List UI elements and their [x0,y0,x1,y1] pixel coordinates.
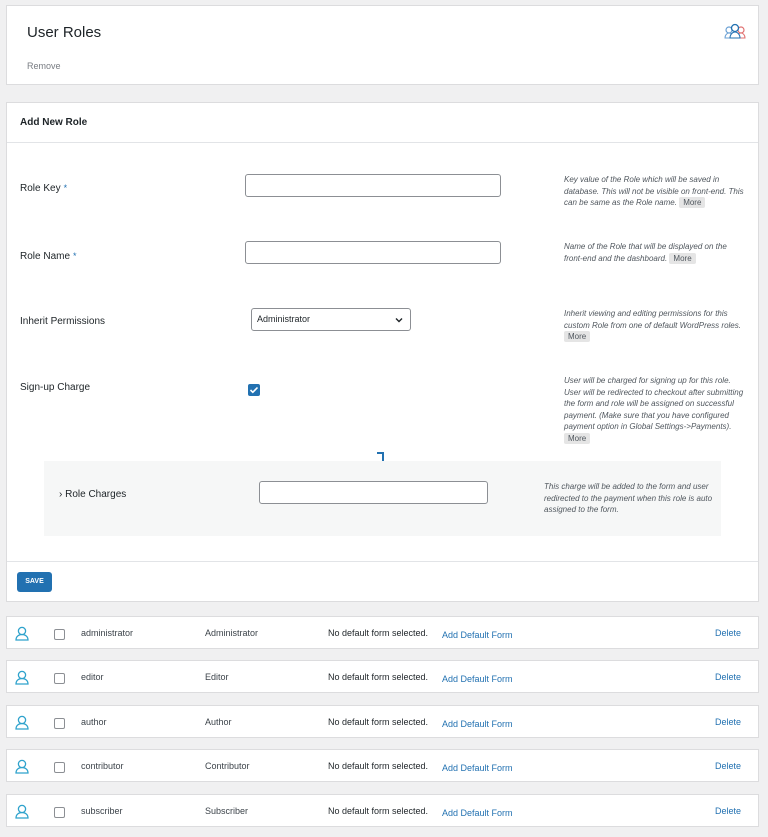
table-row [6,616,759,649]
add-default-form-link[interactable]: Add Default Form [442,674,513,684]
default-form-status: No default form selected. [328,806,429,816]
more-button[interactable]: More [564,331,590,342]
role-name: Author [205,717,232,727]
role-key-help: Key value of the Role which will be saved in database. This will not be visible on front-end. This can be same as the Role name. More [564,175,744,207]
add-default-form-link[interactable]: Add Default Form [442,763,513,773]
default-form-status: No default form selected. [328,761,429,771]
signup-charge-label: Sign-up Charge [20,382,91,393]
page-title: User Roles [27,24,102,41]
role-key: contributor [81,761,124,771]
role-key-input[interactable] [245,174,501,197]
user-icon [15,626,29,641]
row-checkbox[interactable] [54,762,65,773]
inherit-permissions-select[interactable] [251,308,411,331]
check-icon [249,385,259,395]
role-name: Contributor [205,761,250,771]
table-row [6,705,759,738]
delete-link[interactable]: Delete [715,717,742,727]
add-default-form-link[interactable]: Add Default Form [442,719,513,729]
default-form-status: No default form selected. [328,717,429,727]
delete-link[interactable]: Delete [715,761,742,771]
delete-link[interactable]: Delete [715,672,742,682]
role-charges-input[interactable] [259,481,488,504]
more-button[interactable]: More [564,433,590,444]
role-charges-label: › Role Charges [59,489,127,500]
user-icon [15,759,29,774]
role-name: Subscriber [205,806,249,816]
table-row [6,794,759,827]
signup-help: User will be charged for signing up for this role. User will be redirected to checkout after submitting the form and role will be assigned on successful payment. (Make sure that you have configured payment option in Global Settings->Payments). More [564,376,744,443]
row-checkbox[interactable] [54,807,65,818]
more-button[interactable]: More [669,253,695,264]
default-form-status: No default form selected. [328,628,429,638]
default-form-status: No default form selected. [328,672,429,682]
role-key: subscriber [81,806,123,816]
select-value: Administrator [257,314,311,324]
table-row [6,749,759,782]
row-checkbox[interactable] [54,718,65,729]
role-key: editor [81,672,104,682]
chevron-down-icon [394,315,404,325]
row-checkbox[interactable] [54,673,65,684]
role-key-label: Role Key * [20,183,68,194]
role-name-help: Name of the Role that will be displayed on the front-end and the dashboard. More [564,242,727,263]
inherit-help: Inherit viewing and editing permissions for this custom Role from one of default WordPress roles. More [564,309,741,341]
user-icon [15,804,29,819]
panel-heading: Add New Role [7,103,758,143]
header-panel [6,5,759,85]
role-key: author [81,717,107,727]
delete-link[interactable]: Delete [715,806,742,816]
add-default-form-link[interactable]: Add Default Form [442,808,513,818]
role-name: Editor [205,672,229,682]
user-icon [15,715,29,730]
save-button[interactable]: SAVE [17,572,52,592]
role-name-input[interactable] [245,241,501,264]
row-checkbox[interactable] [54,629,65,640]
table-row [6,660,759,693]
users-group-icon [724,23,746,39]
delete-link[interactable]: Delete [715,628,742,638]
role-charges-help: This charge will be added to the form and user redirected to the payment when this role is auto assigned to the form. [544,482,713,514]
user-icon [15,670,29,685]
role-name: Administrator [205,628,259,638]
inherit-permissions-label: Inherit Permissions [20,316,106,327]
remove-link[interactable]: Remove [27,61,61,71]
role-name-label: Role Name * [20,251,77,262]
role-key: administrator [81,628,134,638]
add-role-panel [6,102,759,602]
divider [7,561,758,562]
more-button[interactable]: More [679,197,705,208]
role-charges-box [44,461,721,536]
add-default-form-link[interactable]: Add Default Form [442,630,513,640]
signup-charge-checkbox[interactable] [248,384,260,396]
